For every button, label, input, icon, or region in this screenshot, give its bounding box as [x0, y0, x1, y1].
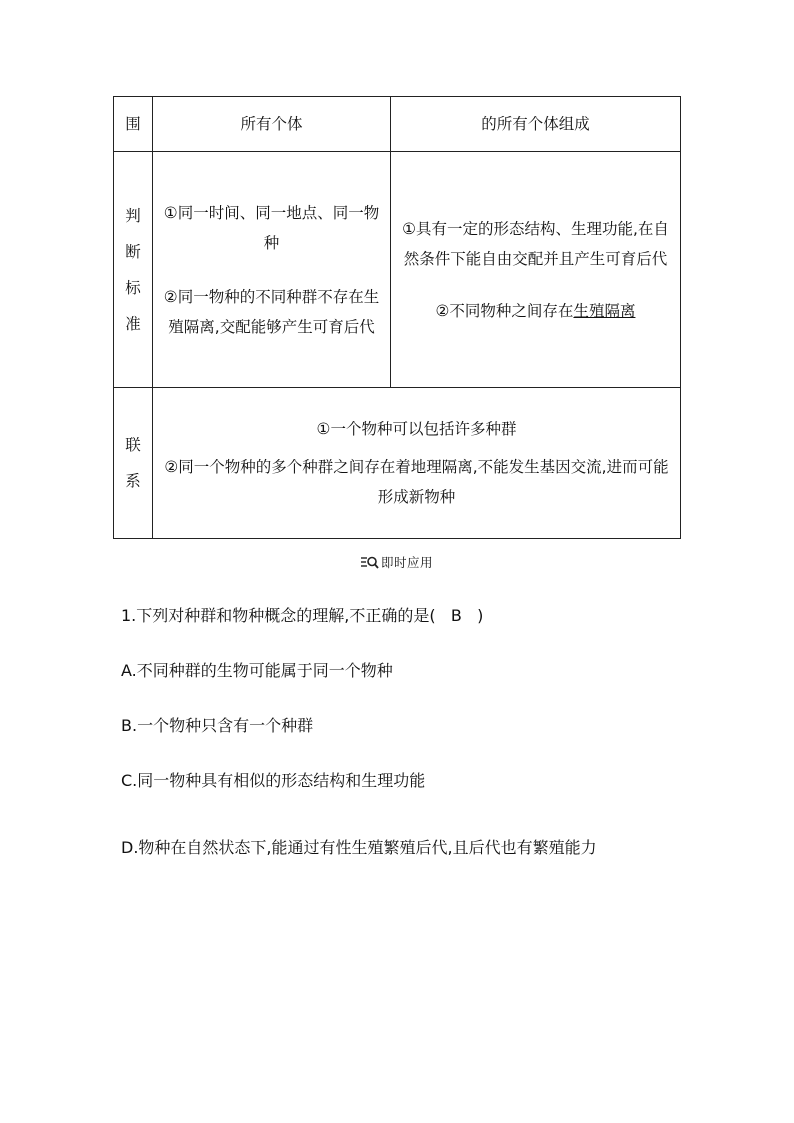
comparison-table: [113, 96, 681, 539]
table-row-relation: [114, 388, 681, 539]
table-row-scope: [114, 97, 681, 152]
cell-criteria-left: [153, 152, 391, 388]
cell-criteria-right: [391, 152, 681, 388]
criteria-left-point-2: ②同一物种的不同种群不存在生殖隔离,交配能够产生可育后代: [163, 287, 380, 336]
cell-scope-left: 所有个体: [153, 97, 391, 152]
cell-scope-right: 的所有个体组成: [391, 97, 681, 152]
option-c: C.同一物种具有相似的形态结构和生理功能: [121, 771, 426, 790]
cell-relation: [153, 388, 681, 539]
criteria-right-point-1: ①具有一定的形态结构、生理功能,在自然条件下能自由交配并且产生可育后代: [402, 219, 669, 268]
row-head-scope: 围: [114, 97, 153, 152]
underlined-term: 生殖隔离: [573, 301, 636, 320]
magnifier-icon: [361, 555, 379, 572]
option-d: D.物种在自然状态下,能通过有性生殖繁殖后代,且后代也有繁殖能力: [121, 838, 597, 857]
relation-point-1: ①一个物种可以包括许多种群: [316, 420, 517, 438]
section-title: 即时应用: [380, 555, 433, 570]
option-a: A.不同种群的生物可能属于同一个物种: [121, 661, 393, 680]
question-stem: 1.下列对种群和物种概念的理解,不正确的是( B ): [121, 606, 484, 625]
criteria-left-point-1: ①同一时间、同一地点、同一物种: [163, 203, 380, 252]
relation-point-2: ②同一个物种的多个种群之间存在着地理隔离,不能发生基因交流,进而可能形成新物种: [164, 458, 669, 506]
criteria-right-point-2: ②不同物种之间存在生殖隔离: [435, 301, 636, 320]
row-head-relation: 联 系: [114, 388, 153, 539]
section-heading: [0, 553, 794, 572]
row-head-criteria: 判 断 标 准: [114, 152, 153, 388]
table-row-criteria: [114, 152, 681, 388]
option-b: B.一个物种只含有一个种群: [121, 716, 314, 735]
